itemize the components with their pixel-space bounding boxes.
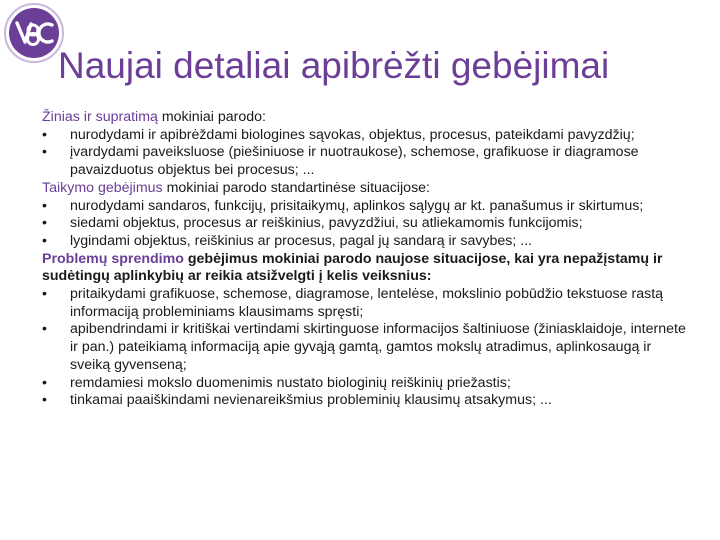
list-item: • nurodydami sandaros, funkcijų, prisitaikymų, aplinkos sąlygų ar kt. panašumus ir skirtumus; (42, 198, 692, 216)
bullet-list-application (42, 198, 692, 251)
section-heading-text: gebėjimus mokiniai parodo naujose situacijose, kai yra nepažįstamų ir sudėtingų aplinkybių ar reikia atsižvelgti į kelis veiksnius: (42, 250, 663, 285)
list-item: • siedami objektus, procesus ar reiškinius, pavyzdžiui, su atliekamomis funkcijomis; (42, 215, 692, 233)
list-item: • apibendrindami ir kritiškai vertindami skirtinguose informacijos šaltiniuose (žiniasklaidoje, internete ir pan.) pateikiamą informaciją apie gyvąją gamtą, gamtos mokslų atradimus, aplinkosaugą ir sveiką gyvenseną; (42, 321, 692, 374)
vbc-logo-icon (3, 2, 65, 64)
section-heading-problem-solving (42, 251, 692, 286)
bullet-list-knowledge (42, 127, 692, 180)
section-heading-application (42, 180, 692, 198)
content-body (42, 109, 692, 410)
list-item: • tinkamai paaiškindami nevienareikšmius probleminių klausimų atsakymus; ... (42, 392, 692, 410)
list-item: • įvardydami paveiksluose (piešiniuose ir nuotraukose), schemose, grafikuose ir diagramose pavaizduotus objektus bei procesus; ... (42, 144, 692, 179)
bullet-list-problem-solving (42, 286, 692, 410)
list-item: • nurodydami ir apibrėždami biologines sąvokas, objektus, procesus, pateikdami pavyzdžių; (42, 127, 692, 145)
page-title: Naujai detaliai apibrėžti gebėjimai (58, 45, 610, 86)
section-heading-highlight: Problemų sprendimo (42, 250, 184, 267)
section-heading-highlight: Žinias ir supratimą (42, 109, 158, 125)
list-item: • lygindami objektus, reiškinius ar procesus, pagal jų sandarą ir savybes; ... (42, 233, 692, 251)
section-heading-text: mokiniai parodo standartinėse situacijose: (162, 179, 431, 196)
section-heading-knowledge (42, 109, 692, 127)
section-heading-text: mokiniai parodo: (157, 109, 266, 125)
section-heading-highlight: Taikymo gebėjimus (42, 179, 163, 196)
list-item: • pritaikydami grafikuose, schemose, diagramose, lentelėse, mokslinio pobūdžio tekstuose rastą informaciją probleminiams klausimams spręsti; (42, 286, 692, 321)
list-item: • remdamiesi mokslo duomenimis nustato biologinių reiškinių priežastis; (42, 375, 692, 393)
